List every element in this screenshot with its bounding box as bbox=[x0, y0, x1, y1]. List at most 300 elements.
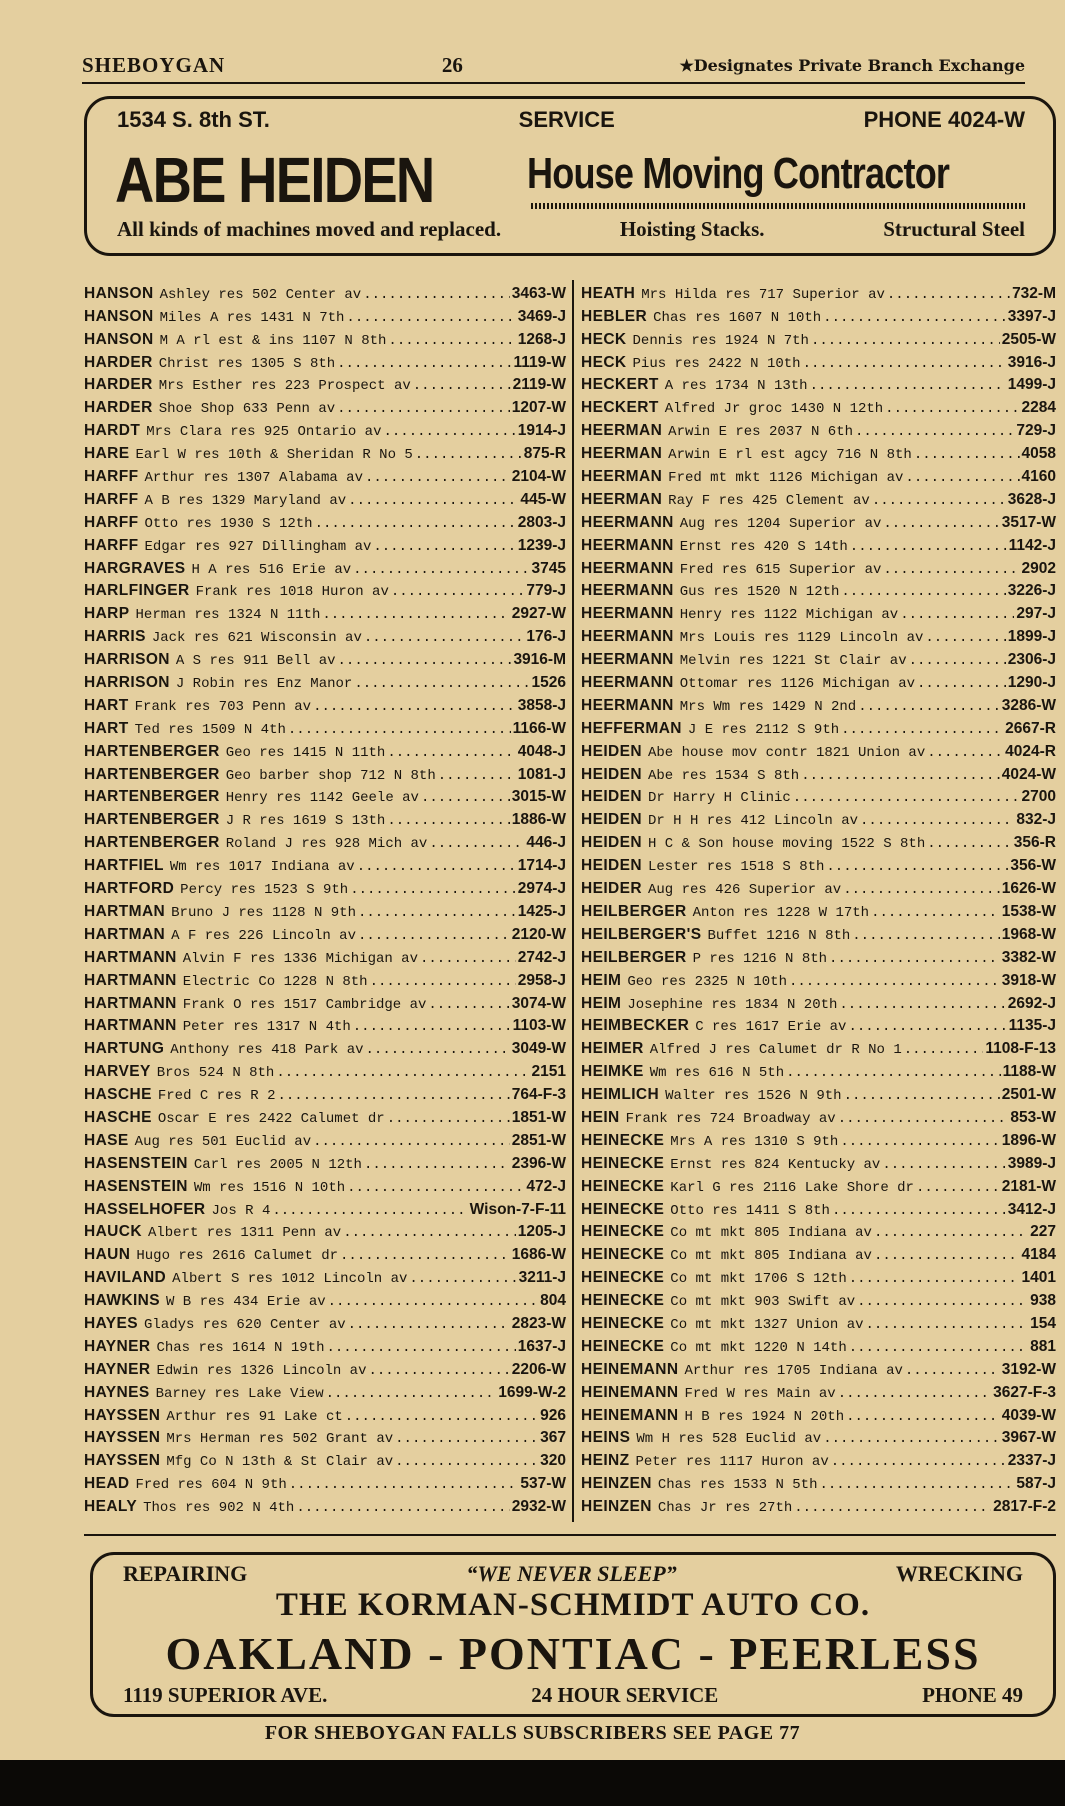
entry-name: HEINZEN bbox=[581, 1475, 652, 1493]
listing-entry bbox=[581, 1058, 1056, 1081]
entry-name: HEERMANN bbox=[581, 628, 674, 646]
entry-phone: 2700 bbox=[1021, 788, 1056, 806]
leader-dots bbox=[866, 1317, 1029, 1333]
leader-dots bbox=[346, 310, 515, 326]
leader-dots bbox=[810, 378, 1006, 394]
entry-phone: 2181-W bbox=[1001, 1177, 1056, 1195]
listing-entry bbox=[581, 806, 1056, 829]
listing-entry bbox=[84, 1219, 566, 1242]
entry-name: HASE bbox=[84, 1131, 129, 1149]
entry-phone: 2206-W bbox=[511, 1360, 566, 1378]
entry-description: Jack res 621 Wisconsin av bbox=[151, 630, 362, 647]
listing-entry bbox=[84, 555, 566, 578]
listing-entry bbox=[581, 990, 1056, 1013]
listing-entry bbox=[581, 715, 1056, 738]
entry-description: Pius res 2422 N 10th bbox=[632, 355, 801, 372]
entry-name: HARLFINGER bbox=[84, 582, 190, 600]
entry-phone: 3916-M bbox=[513, 651, 566, 669]
listing-entry bbox=[581, 1013, 1056, 1036]
listing-entry bbox=[84, 1287, 566, 1310]
listing-entry bbox=[84, 1310, 566, 1333]
leader-dots bbox=[823, 1431, 1000, 1447]
entry-name: HARDER bbox=[84, 376, 153, 394]
listing-entry bbox=[84, 1058, 566, 1081]
entry-description: M A rl est & ins 1107 N 8th bbox=[159, 332, 387, 349]
listing-entry bbox=[84, 1035, 566, 1058]
leader-dots bbox=[829, 951, 1000, 967]
listing-entry bbox=[581, 1173, 1056, 1196]
entry-description: Mrs A res 1310 S 9th bbox=[670, 1133, 839, 1150]
entry-name: HEERMANN bbox=[581, 559, 674, 577]
listing-entry bbox=[581, 349, 1056, 372]
entry-name: HEINEMANN bbox=[581, 1360, 679, 1378]
directory-listing bbox=[84, 280, 1056, 1522]
entry-name: HASENSTEIN bbox=[84, 1177, 188, 1195]
leader-dots bbox=[277, 1088, 509, 1104]
entry-description: Otto res 1411 S 8th bbox=[670, 1202, 830, 1219]
ad-name: ABE HEIDEN bbox=[115, 144, 434, 216]
entry-description: Arthur res 1705 Indiana av bbox=[684, 1362, 903, 1379]
entry-description: Fred mt mkt 1126 Michigan av bbox=[668, 470, 904, 487]
leader-dots bbox=[826, 859, 1008, 875]
entry-name: HEILBERGER bbox=[581, 902, 687, 920]
entry-name: HEINECKE bbox=[581, 1177, 665, 1195]
entry-phone: 3412-J bbox=[1007, 1200, 1056, 1218]
leader-dots bbox=[420, 951, 516, 967]
entry-name: HASENSTEIN bbox=[84, 1154, 188, 1172]
listing-entry bbox=[84, 578, 566, 601]
entry-phone: 2974-J bbox=[517, 880, 566, 898]
leader-dots bbox=[831, 1454, 1006, 1470]
leader-dots bbox=[874, 1225, 1028, 1241]
entry-description: Peter res 1317 N 4th bbox=[182, 1019, 351, 1036]
listing-entry bbox=[84, 1493, 566, 1516]
pbx-note: ★Designates Private Branch Exchange bbox=[679, 55, 1025, 75]
listing-entry bbox=[581, 669, 1056, 692]
entry-description: J R res 1619 S 13th bbox=[225, 813, 386, 830]
entry-description: Melvin res 1221 St Clair av bbox=[679, 653, 907, 670]
entry-name: HEIMLICH bbox=[581, 1086, 660, 1104]
entry-phone: 832-J bbox=[1016, 811, 1056, 829]
listing-bottom-rule bbox=[84, 1534, 1056, 1536]
entry-name: HEIDEN bbox=[581, 811, 642, 829]
leader-dots bbox=[363, 287, 510, 303]
leader-dots bbox=[384, 424, 516, 440]
listing-entry bbox=[84, 1150, 566, 1173]
listing-entry bbox=[581, 1493, 1056, 1516]
leader-dots bbox=[387, 1111, 510, 1127]
leader-dots bbox=[841, 584, 1005, 600]
entry-phone: 1914-J bbox=[517, 422, 566, 440]
listing-entry bbox=[581, 1035, 1056, 1058]
entry-name: HEERMANN bbox=[581, 605, 674, 623]
leader-dots bbox=[373, 539, 515, 555]
entry-description: Alfred Jr groc 1430 N 12th bbox=[664, 401, 884, 418]
entry-name: HARTENBERGER bbox=[84, 788, 220, 806]
korman-schmidt-advertisement bbox=[90, 1552, 1056, 1717]
ad-bottom-service: 24 HOUR SERVICE bbox=[531, 1683, 719, 1707]
entry-description: J E res 2112 S 9th bbox=[687, 721, 840, 738]
listing-entry bbox=[84, 967, 566, 990]
leader-dots bbox=[340, 1248, 510, 1264]
entry-name: HEIMKE bbox=[581, 1063, 644, 1081]
entry-description: Fred res 604 N 9th bbox=[135, 1477, 287, 1494]
entry-description: Henry res 1142 Geele av bbox=[225, 790, 419, 807]
entry-description: Alvin F res 1336 Michigan av bbox=[182, 950, 418, 967]
leader-dots bbox=[900, 607, 1014, 623]
entry-phone: 938 bbox=[1030, 1292, 1056, 1310]
listing-entry bbox=[581, 829, 1056, 852]
entry-phone: 1626-W bbox=[1001, 880, 1056, 898]
listing-entry bbox=[84, 898, 566, 921]
entry-description: Wm res 616 N 5th bbox=[649, 1065, 785, 1082]
entry-name: HAYNER bbox=[84, 1360, 151, 1378]
entry-description: Ashley res 502 Center av bbox=[159, 286, 362, 303]
leader-dots bbox=[345, 1409, 538, 1425]
leader-dots bbox=[350, 882, 516, 898]
entry-name: HEINECKE bbox=[581, 1131, 665, 1149]
leader-dots bbox=[838, 1111, 1009, 1127]
leader-dots bbox=[395, 1431, 538, 1447]
city-title: SHEBOYGAN bbox=[82, 52, 226, 77]
listing-entry bbox=[84, 349, 566, 372]
entry-name: HANSON bbox=[84, 330, 154, 348]
entry-phone: 1135-J bbox=[1008, 1017, 1056, 1035]
entry-phone: 1268-J bbox=[517, 330, 566, 348]
entry-name: HEFFERMAN bbox=[581, 719, 682, 737]
entry-description: Geo res 1415 N 11th bbox=[225, 744, 386, 761]
entry-phone: 3397-J bbox=[1007, 307, 1056, 325]
entry-description: Aug res 1204 Superior av bbox=[679, 515, 882, 532]
entry-description: Edgar res 927 Dillingham av bbox=[144, 538, 372, 555]
ad-tagline-1: All kinds of machines moved and replaced. bbox=[117, 217, 502, 241]
listing-entry bbox=[84, 623, 566, 646]
listing-entry bbox=[84, 692, 566, 715]
entry-phone: 1499-J bbox=[1007, 376, 1056, 394]
entry-description: Anton res 1228 W 17th bbox=[692, 904, 870, 921]
listing-entry bbox=[581, 394, 1056, 417]
entry-name: HEERMANN bbox=[581, 651, 674, 669]
entry-name: HARFF bbox=[84, 468, 139, 486]
leader-dots bbox=[288, 722, 511, 738]
leader-dots bbox=[887, 287, 1010, 303]
listing-entry bbox=[84, 1241, 566, 1264]
listing-entry bbox=[581, 532, 1056, 555]
entry-name: HEINECKE bbox=[581, 1292, 665, 1310]
entry-phone: 779-J bbox=[526, 582, 566, 600]
listing-entry bbox=[84, 1447, 566, 1470]
leader-dots bbox=[855, 424, 1014, 440]
ad-brands: OAKLAND - PONTIAC - PEERLESS bbox=[165, 1628, 981, 1679]
listing-entry bbox=[84, 326, 566, 349]
entry-description: Barney res Lake View bbox=[155, 1385, 324, 1402]
listing-entry bbox=[581, 1470, 1056, 1493]
entry-name: HEINECKE bbox=[581, 1223, 665, 1241]
entry-name: HEINZ bbox=[581, 1452, 630, 1470]
leader-dots bbox=[860, 813, 1014, 829]
entry-phone: 2284 bbox=[1021, 399, 1056, 417]
entry-phone: 1401 bbox=[1021, 1269, 1056, 1287]
listing-entry bbox=[581, 1447, 1056, 1470]
entry-name: HARDER bbox=[84, 399, 153, 417]
entry-phone: 3015-W bbox=[511, 788, 566, 806]
entry-name: HAYSSEN bbox=[84, 1429, 161, 1447]
entry-description: Dr H H res 412 Lincoln av bbox=[647, 813, 859, 830]
entry-phone: 1205-J bbox=[517, 1223, 566, 1241]
entry-phone: 4160 bbox=[1021, 468, 1056, 486]
entry-phone: 2120-W bbox=[511, 925, 566, 943]
listing-entry bbox=[581, 1402, 1056, 1425]
entry-phone: 3382-W bbox=[1001, 948, 1056, 966]
entry-name: HARTENBERGER bbox=[84, 811, 220, 829]
listing-entry bbox=[581, 1287, 1056, 1310]
ad-bottom-address: 1119 SUPERIOR AVE. bbox=[123, 1683, 328, 1707]
listing-entry bbox=[581, 623, 1056, 646]
listing-entry bbox=[84, 806, 566, 829]
listing-entry bbox=[581, 875, 1056, 898]
entry-phone: 1968-W bbox=[1001, 925, 1056, 943]
leader-dots bbox=[846, 1409, 1000, 1425]
listing-entry bbox=[581, 852, 1056, 875]
leader-dots bbox=[811, 333, 1000, 349]
entry-name: HARTENBERGER bbox=[84, 765, 220, 783]
entry-name: HEIDEN bbox=[581, 834, 642, 852]
leader-dots bbox=[786, 1065, 1000, 1081]
entry-description: Miles A res 1431 N 7th bbox=[159, 309, 345, 326]
entry-description: Buffet 1216 N 8th bbox=[707, 927, 851, 944]
entry-description: Christ res 1305 S 8th bbox=[158, 355, 336, 372]
leader-dots bbox=[823, 310, 1006, 326]
listing-entry bbox=[84, 600, 566, 623]
entry-description: Frank res 1018 Huron av bbox=[195, 584, 389, 601]
entry-description: Fred W res Main av bbox=[684, 1385, 836, 1402]
entry-name: HEERMANN bbox=[581, 696, 674, 714]
entry-name: HASSELHOFER bbox=[84, 1200, 206, 1218]
entry-name: HEILBERGER bbox=[581, 948, 687, 966]
entry-phone: 320 bbox=[540, 1452, 566, 1470]
leader-dots bbox=[874, 1248, 1020, 1264]
listing-entry bbox=[84, 1333, 566, 1356]
entry-phone: 472-J bbox=[526, 1177, 566, 1195]
leader-dots bbox=[428, 997, 509, 1013]
listing-entry bbox=[84, 394, 566, 417]
entry-phone: 1239-J bbox=[517, 536, 566, 554]
entry-phone: 3918-W bbox=[1001, 971, 1056, 989]
leader-dots bbox=[848, 1019, 1006, 1035]
entry-phone: 2927-W bbox=[511, 605, 566, 623]
listing-entry bbox=[84, 372, 566, 395]
entry-phone: 3628-J bbox=[1007, 490, 1056, 508]
entry-phone: 853-W bbox=[1010, 1108, 1056, 1126]
entry-phone: 1851-W bbox=[511, 1108, 566, 1126]
entry-description: Co mt mkt 1220 N 14th bbox=[670, 1339, 847, 1356]
leader-dots bbox=[296, 1500, 509, 1516]
entry-phone: 1538-W bbox=[1001, 902, 1056, 920]
entry-description: Edwin res 1326 Lincoln av bbox=[156, 1362, 367, 1379]
entry-description: Electric Co 1228 N 8th bbox=[182, 973, 368, 990]
entry-description: Ray F res 425 Clement av bbox=[668, 492, 870, 509]
entry-phone: 881 bbox=[1030, 1337, 1056, 1355]
page-number: 26 bbox=[441, 52, 463, 77]
entry-name: HEERMAN bbox=[581, 468, 663, 486]
entry-description: Lester res 1518 S 8th bbox=[647, 859, 825, 876]
ad-motto: “WE NEVER SLEEP” bbox=[466, 1561, 677, 1586]
leader-dots bbox=[347, 1180, 524, 1196]
listing-entry bbox=[84, 1425, 566, 1448]
entry-phone: 1686-W bbox=[511, 1246, 566, 1264]
leader-dots bbox=[358, 928, 510, 944]
listing-entry bbox=[84, 875, 566, 898]
entry-description: Alfred J res Calumet dr R No 1 bbox=[649, 1042, 902, 1059]
listing-entry bbox=[581, 1356, 1056, 1379]
entry-description: Carl res 2005 N 12th bbox=[193, 1156, 362, 1173]
entry-description: Walter res 1526 N 9th bbox=[665, 1088, 842, 1105]
entry-phone: 2823-W bbox=[511, 1314, 566, 1332]
leader-dots bbox=[909, 653, 1006, 669]
leader-dots bbox=[852, 928, 999, 944]
leader-dots bbox=[883, 562, 1019, 578]
leader-dots bbox=[365, 470, 510, 486]
entry-phone: 367 bbox=[540, 1429, 566, 1447]
entry-description: Josephine res 1834 N 20th bbox=[627, 996, 838, 1013]
listing-entry bbox=[581, 921, 1056, 944]
entry-name: HEERMANN bbox=[581, 674, 674, 692]
listing-entry bbox=[84, 1356, 566, 1379]
leader-dots bbox=[395, 1454, 538, 1470]
listing-entry bbox=[84, 715, 566, 738]
entry-description: Ted res 1509 N 4th bbox=[134, 721, 286, 738]
entry-name: HEALY bbox=[84, 1498, 138, 1516]
listing-entry bbox=[581, 738, 1056, 761]
entry-name: HEINS bbox=[581, 1429, 631, 1447]
entry-description: Arthur res 91 Lake ct bbox=[166, 1408, 343, 1425]
entry-name: HEINECKE bbox=[581, 1269, 665, 1287]
entry-description: Frank res 703 Penn av bbox=[134, 698, 312, 715]
entry-phone: 804 bbox=[540, 1292, 566, 1310]
entry-phone: 2337-J bbox=[1007, 1452, 1056, 1470]
leader-dots bbox=[871, 905, 1000, 921]
entry-name: HAYNES bbox=[84, 1383, 150, 1401]
leader-dots bbox=[370, 974, 516, 990]
leader-dots bbox=[927, 745, 1003, 761]
leader-dots bbox=[338, 653, 512, 669]
entry-name: HARDT bbox=[84, 422, 141, 440]
ad-tagline-2: Hoisting Stacks. bbox=[619, 217, 765, 241]
listing-entry bbox=[581, 555, 1056, 578]
entry-phone: 3989-J bbox=[1007, 1154, 1056, 1172]
listing-entry bbox=[84, 669, 566, 692]
leader-dots bbox=[358, 905, 516, 921]
entry-name: HEILBERGER'S bbox=[581, 925, 702, 943]
entry-name: HARDER bbox=[84, 353, 153, 371]
listing-entry bbox=[581, 944, 1056, 967]
entry-name: HEINECKE bbox=[581, 1314, 665, 1332]
entry-name: HEERMANN bbox=[581, 582, 674, 600]
listing-entry bbox=[84, 440, 566, 463]
listing-entry bbox=[581, 280, 1056, 303]
entry-phone: 1699-W-2 bbox=[498, 1383, 566, 1401]
entry-description: Dr Harry H Clinic bbox=[647, 790, 791, 807]
entry-phone: 2396-W bbox=[511, 1154, 566, 1172]
listing-entry bbox=[581, 967, 1056, 990]
entry-name: HAYSSEN bbox=[84, 1452, 161, 1470]
leader-dots bbox=[364, 1157, 510, 1173]
entry-phone: 176-J bbox=[526, 628, 566, 646]
leader-dots bbox=[353, 562, 529, 578]
entry-phone: 2501-W bbox=[1001, 1086, 1056, 1104]
entry-description: Gladys res 620 Center av bbox=[143, 1316, 346, 1333]
listing-entry bbox=[581, 1150, 1056, 1173]
entry-phone: 154 bbox=[1030, 1314, 1056, 1332]
entry-name: HAVILAND bbox=[84, 1269, 167, 1287]
entry-description: Chas res 1533 N 5th bbox=[657, 1477, 818, 1494]
entry-name: HEINECKE bbox=[581, 1337, 665, 1355]
entry-phone: 2692-J bbox=[1007, 994, 1056, 1012]
listing-entry bbox=[581, 372, 1056, 395]
entry-phone: 537-W bbox=[520, 1475, 566, 1493]
ad-address: 1534 S. 8th ST. bbox=[117, 107, 270, 132]
listing-entry bbox=[581, 898, 1056, 921]
entry-phone: 1637-J bbox=[517, 1337, 566, 1355]
column-divider bbox=[572, 280, 574, 1522]
leader-dots bbox=[905, 1363, 1000, 1379]
entry-name: HARTENBERGER bbox=[84, 834, 220, 852]
entry-description: Wm H res 528 Euclid av bbox=[636, 1431, 822, 1448]
leader-dots bbox=[883, 516, 999, 532]
entry-name: HARTFORD bbox=[84, 880, 175, 898]
entry-phone: 4184 bbox=[1021, 1246, 1056, 1264]
entry-name: HEATH bbox=[581, 284, 636, 302]
entry-phone: 2119-W bbox=[512, 376, 566, 394]
entry-name: HEBLER bbox=[581, 307, 648, 325]
listing-entry bbox=[84, 417, 566, 440]
leader-dots bbox=[353, 1019, 511, 1035]
leader-dots bbox=[276, 1065, 529, 1081]
entry-description: J Robin res Enz Manor bbox=[175, 676, 353, 693]
entry-phone: 445-W bbox=[520, 490, 566, 508]
entry-description: A S res 911 Bell av bbox=[175, 653, 336, 670]
entry-name: HEIDEN bbox=[581, 742, 642, 760]
entry-description: Hugo res 2616 Calumet dr bbox=[136, 1248, 339, 1265]
listing-entry bbox=[581, 784, 1056, 807]
entry-phone: 2104-W bbox=[511, 468, 566, 486]
entry-description: Geo barber shop 712 N 8th bbox=[225, 767, 436, 784]
listing-entry bbox=[84, 509, 566, 532]
leader-dots bbox=[803, 356, 1006, 372]
leader-dots bbox=[844, 1088, 1000, 1104]
leader-dots bbox=[905, 470, 1019, 486]
listing-entry bbox=[84, 1379, 566, 1402]
leader-dots bbox=[326, 1340, 515, 1356]
listing-entry bbox=[581, 1264, 1056, 1287]
leader-dots bbox=[925, 630, 1005, 646]
entry-phone: 1119-W bbox=[513, 353, 566, 371]
entry-name: HARRIS bbox=[84, 628, 146, 646]
leader-dots bbox=[388, 333, 515, 349]
entry-phone: 2667-R bbox=[1005, 719, 1056, 737]
leader-dots bbox=[841, 722, 1003, 738]
leader-dots bbox=[322, 607, 509, 623]
footer-note: FOR SHEBOYGAN FALLS SUBSCRIBERS SEE PAGE 77 bbox=[264, 1722, 801, 1744]
entry-description: P res 1216 N 8th bbox=[692, 950, 828, 967]
leader-dots bbox=[857, 1294, 1028, 1310]
entry-description: Otto res 1930 S 12th bbox=[144, 515, 313, 532]
leader-dots bbox=[832, 1203, 1006, 1219]
entry-description: Oscar E res 2422 Calumet dr bbox=[157, 1110, 385, 1127]
entry-name: HARTMANN bbox=[84, 948, 177, 966]
leader-dots bbox=[872, 493, 1006, 509]
entry-phone: 3858-J bbox=[517, 696, 566, 714]
